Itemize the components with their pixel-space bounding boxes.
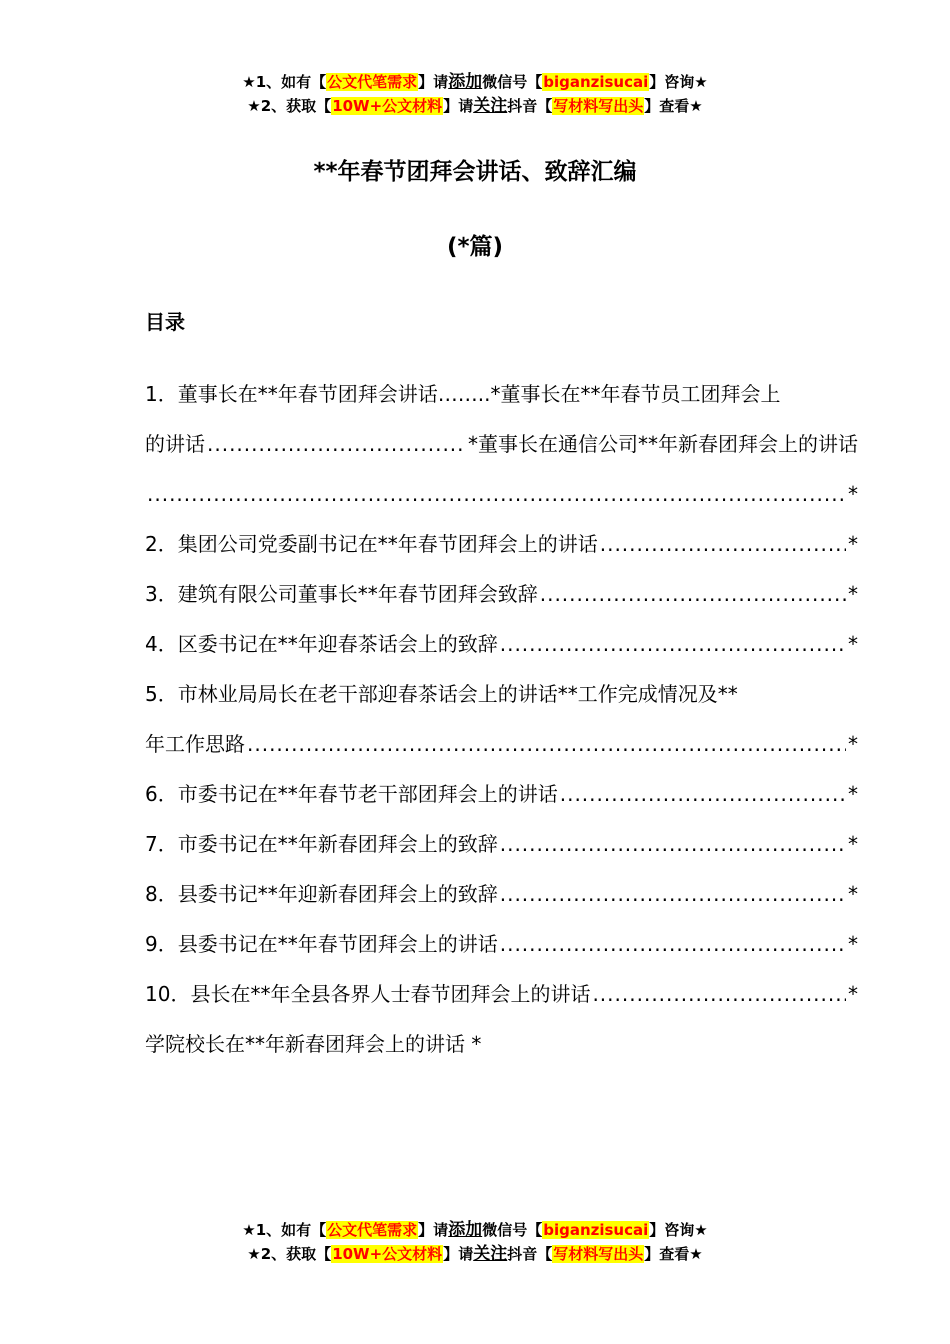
document-title: **年春节团拜会讲话、致辞汇编 xyxy=(313,159,637,185)
toc-line[interactable]: 1．董事长在**年春节团拜会讲话……..*董事长在**年春节员工团拜会上 xyxy=(145,382,781,406)
banner-highlight: 公文代笔需求 xyxy=(327,73,418,91)
leader-dots xyxy=(147,469,846,519)
document-subtitle: (*篇) xyxy=(446,234,504,260)
leader-dots xyxy=(500,619,846,669)
toc-line[interactable]: 10．县长在**年全县各界人士春节团拜会上的讲话 ..... * xyxy=(145,969,858,1019)
douyin-id: 写材料写出头 xyxy=(553,1245,644,1263)
toc-line[interactable]: 年工作思路 ..... * xyxy=(145,719,858,769)
leader-dots xyxy=(247,719,846,769)
leader-dots xyxy=(560,769,846,819)
banner-highlight: 10W+公文材料 xyxy=(332,1245,443,1263)
toc-line[interactable]: 7．市委书记在**年新春团拜会上的致辞 ..... * xyxy=(145,819,858,869)
leader-dots xyxy=(500,919,846,969)
toc-line[interactable]: 学院校长在**年新春团拜会上的讲话 * xyxy=(145,1032,482,1056)
leader-dots xyxy=(500,819,846,869)
toc-heading: 目录 xyxy=(145,310,185,334)
toc-line[interactable]: 5．市林业局局长在老干部迎春茶话会上的讲话**工作完成情况及** xyxy=(145,682,738,706)
leader-dots xyxy=(540,569,846,619)
toc-line[interactable]: 8．县委书记**年迎新春团拜会上的致辞 ..... * xyxy=(145,869,858,919)
wechat-id: biganzisucai xyxy=(543,1221,649,1239)
leader-dots xyxy=(500,869,846,919)
table-of-contents xyxy=(145,369,858,1069)
banner-highlight: 公文代笔需求 xyxy=(327,1221,418,1239)
banner-line-2: ★2、获取【10W+公文材料】请关注抖音【写材料写出头】查看★ xyxy=(247,1244,703,1264)
banner-highlight: 10W+公文材料 xyxy=(332,97,443,115)
header-banner xyxy=(0,70,950,118)
banner-line-1: ★1、如有【公文代笔需求】请添加微信号【biganzisucai】咨询★ xyxy=(242,72,708,92)
leader-dots xyxy=(600,519,846,569)
toc-line[interactable]: 6．市委书记在**年春节老干部团拜会上的讲话 ..... * xyxy=(145,769,858,819)
footer-banner xyxy=(0,1218,950,1266)
leader-dots xyxy=(592,969,846,1019)
banner-line-1: ★1、如有【公文代笔需求】请添加微信号【biganzisucai】咨询★ xyxy=(242,1220,708,1240)
toc-line[interactable]: 3．建筑有限公司董事长**年春节团拜会致辞 ..... * xyxy=(145,569,858,619)
douyin-id: 写材料写出头 xyxy=(553,97,644,115)
toc-line[interactable]: 2．集团公司党委副书记在**年春节团拜会上的讲话 ..... * xyxy=(145,519,858,569)
toc-line[interactable]: 的讲话 ..... *董事长在通信公司**年新春团拜会上的讲话 xyxy=(145,419,858,469)
leader-dots xyxy=(207,419,466,469)
banner-line-2: ★2、获取【10W+公文材料】请关注抖音【写材料写出头】查看★ xyxy=(247,96,703,116)
toc-line[interactable]: 4．区委书记在**年迎春茶话会上的致辞 ..... * xyxy=(145,619,858,669)
toc-line[interactable]: 9．县委书记在**年春节团拜会上的讲话 ..... * xyxy=(145,919,858,969)
wechat-id: biganzisucai xyxy=(543,73,649,91)
toc-line[interactable]: ..... * xyxy=(145,469,858,519)
